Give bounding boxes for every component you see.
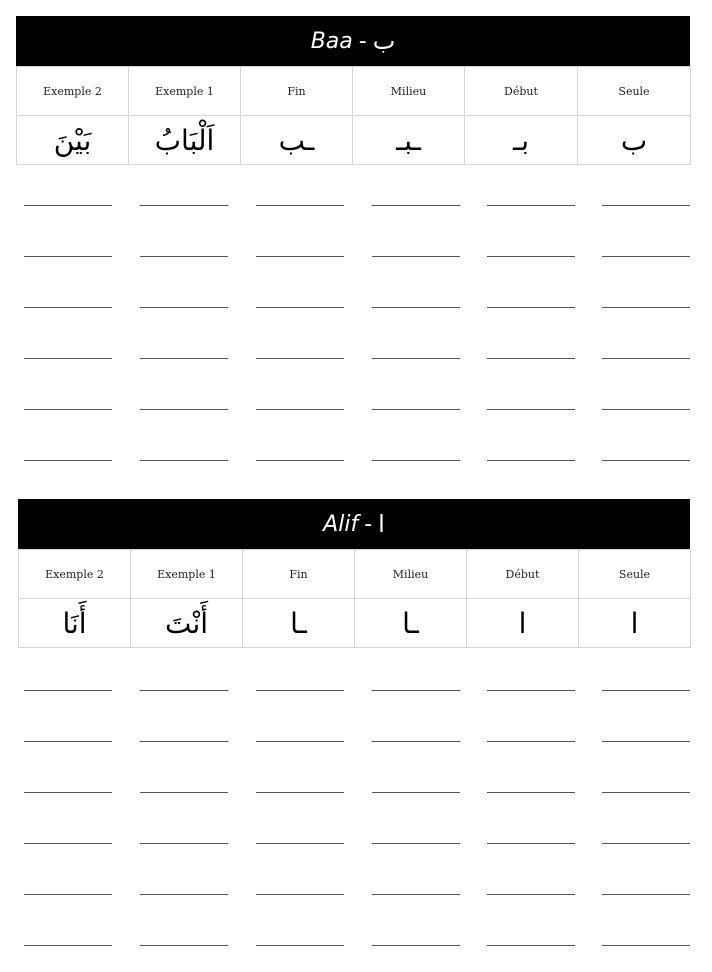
writing-line: [140, 460, 228, 461]
form-seule: ا: [579, 599, 691, 648]
letter-name: Alif: [323, 511, 359, 537]
writing-line: [372, 358, 460, 359]
form-exemple-2: أَنَا: [19, 599, 131, 648]
writing-line: [256, 256, 344, 257]
letter-section-baa: [16, 16, 690, 466]
letter-name: Baa: [310, 28, 353, 54]
writing-line: [372, 741, 460, 742]
writing-line: [140, 256, 228, 257]
writing-line: [256, 741, 344, 742]
header-fin: Fin: [243, 550, 355, 599]
writing-line: [140, 690, 228, 691]
header-exemple-2: Exemple 2: [19, 550, 131, 599]
writing-line: [256, 358, 344, 359]
header-debut: Début: [465, 67, 578, 116]
writing-line: [602, 307, 690, 308]
writing-line: [372, 409, 460, 410]
writing-line: [487, 307, 575, 308]
form-milieu: ـبـ: [353, 116, 465, 165]
writing-line: [602, 256, 690, 257]
writing-line: [372, 843, 460, 844]
writing-line: [140, 741, 228, 742]
writing-line: [602, 894, 690, 895]
writing-line: [24, 690, 112, 691]
writing-line: [487, 256, 575, 257]
writing-line: [24, 307, 112, 308]
header-fin: Fin: [241, 67, 353, 116]
writing-line: [602, 741, 690, 742]
writing-line: [140, 894, 228, 895]
writing-line: [24, 409, 112, 410]
form-fin: ـب: [241, 116, 353, 165]
writing-line: [256, 460, 344, 461]
header-row: [17, 67, 691, 116]
letter-forms-table: [16, 66, 691, 165]
writing-line: [256, 205, 344, 206]
writing-line: [487, 792, 575, 793]
form-milieu: ـا: [355, 599, 467, 648]
writing-line: [487, 358, 575, 359]
writing-line: [602, 690, 690, 691]
form-debut: ا: [467, 599, 579, 648]
writing-line: [602, 792, 690, 793]
header-exemple-2: Exemple 2: [17, 67, 129, 116]
writing-line: [140, 307, 228, 308]
header-debut: Début: [467, 550, 579, 599]
header-row: [19, 550, 691, 599]
writing-line: [487, 690, 575, 691]
writing-line: [372, 945, 460, 946]
writing-line: [24, 843, 112, 844]
writing-line: [256, 945, 344, 946]
header-exemple-1: Exemple 1: [131, 550, 243, 599]
letter-forms-table: [18, 549, 691, 648]
writing-line: [602, 205, 690, 206]
writing-line: [256, 792, 344, 793]
writing-line: [602, 460, 690, 461]
section-title-bar: [16, 16, 690, 66]
header-exemple-1: Exemple 1: [129, 67, 241, 116]
writing-line: [256, 690, 344, 691]
writing-line: [140, 205, 228, 206]
form-exemple-1: أَنْتَ: [131, 599, 243, 648]
writing-line: [487, 843, 575, 844]
writing-line: [140, 358, 228, 359]
letter-section-alif: [18, 499, 690, 949]
writing-line: [24, 256, 112, 257]
writing-line: [372, 256, 460, 257]
writing-line: [487, 945, 575, 946]
writing-line: [487, 205, 575, 206]
writing-line: [140, 409, 228, 410]
writing-line: [256, 307, 344, 308]
writing-line: [487, 741, 575, 742]
writing-line: [256, 843, 344, 844]
form-fin: ـا: [243, 599, 355, 648]
letter-glyph: ب: [372, 27, 396, 55]
forms-row: [19, 599, 691, 648]
writing-line: [372, 894, 460, 895]
section-title-bar: [18, 499, 690, 549]
writing-line: [256, 894, 344, 895]
writing-line: [140, 945, 228, 946]
writing-line: [602, 358, 690, 359]
writing-line: [24, 358, 112, 359]
writing-line: [372, 205, 460, 206]
title-separator: -: [358, 28, 367, 54]
header-seule: Seule: [579, 550, 691, 599]
form-exemple-1: اَلْبَابُ: [129, 116, 241, 165]
title-separator: -: [364, 511, 373, 537]
writing-line: [24, 741, 112, 742]
writing-line: [372, 690, 460, 691]
writing-line: [24, 205, 112, 206]
form-exemple-2: بَيْنَ: [17, 116, 129, 165]
writing-line: [602, 409, 690, 410]
form-debut: بـ: [465, 116, 578, 165]
writing-line: [24, 894, 112, 895]
writing-line: [24, 945, 112, 946]
writing-line: [487, 460, 575, 461]
header-seule: Seule: [578, 67, 691, 116]
writing-line: [140, 843, 228, 844]
form-seule: ب: [578, 116, 691, 165]
writing-line: [487, 409, 575, 410]
writing-line: [24, 792, 112, 793]
writing-line: [372, 307, 460, 308]
forms-row: [17, 116, 691, 165]
writing-line: [372, 460, 460, 461]
writing-line: [487, 894, 575, 895]
letter-glyph: ا: [378, 510, 385, 538]
header-milieu: Milieu: [355, 550, 467, 599]
writing-line: [372, 792, 460, 793]
writing-line: [602, 945, 690, 946]
writing-line: [256, 409, 344, 410]
writing-line: [602, 843, 690, 844]
header-milieu: Milieu: [353, 67, 465, 116]
writing-line: [140, 792, 228, 793]
writing-line: [24, 460, 112, 461]
